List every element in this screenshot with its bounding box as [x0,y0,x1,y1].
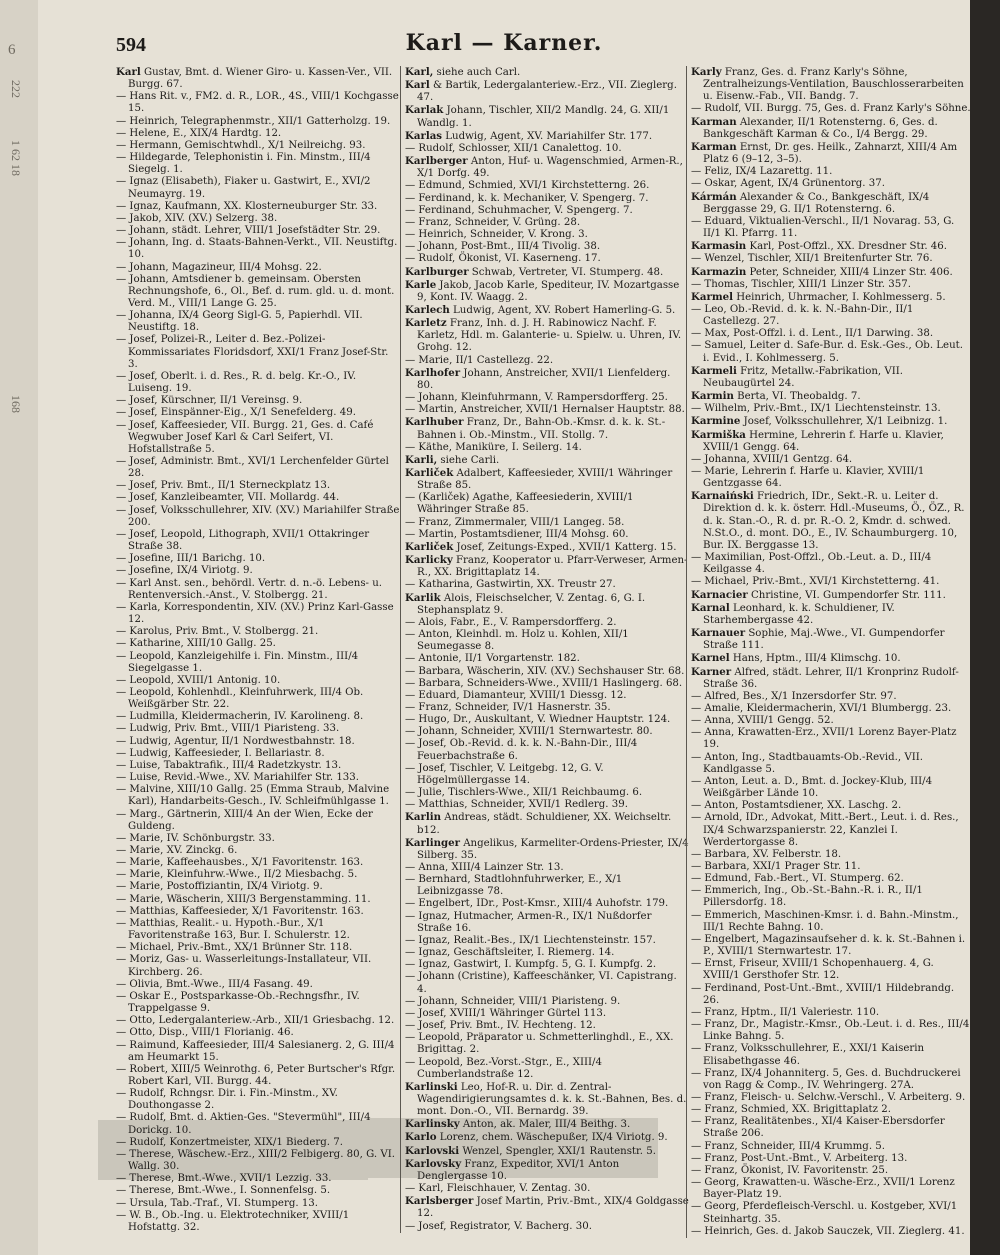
directory-entry: Karlech Ludwig, Agent, XV. Robert Hamerling-G. 5. [405,303,676,316]
directory-entry: — Franz, Hptm., II/1 Valeriestr. 110. [691,1006,880,1018]
directory-entry: — Malvine, XIII/10 Gallg. 25 (Emma Straub, Malvine Karl), Handarbeits-Gesch., IV. Schleifmühlgasse 1. [116,784,390,808]
directory-entry: — Josef, Kürschner, II/1 Vereinsg. 9. [116,395,303,407]
directory-entry: — Johann, Schneider, XVIII/1 Sternwartestr. 80. [405,726,653,738]
directory-entry: — Oskar E., Postsparkasse-Ob.-Rechngsfhr., IV. Trappelgasse 9. [116,990,360,1015]
directory-entry: Karl & Bartik, Ledergalanteriew.-Erz., VII. Zieglerg. 47. [405,79,677,104]
directory-entry: — Franz, Post-Unt.-Bmt., V. Arbeiterg. 13. [691,1152,908,1164]
directory-entry: Karlovski Wenzel, Spengler, XXI/1 Rautenstr. 5. [405,1144,656,1157]
directory-entry: — Ignaz, Hutmacher, Armen-R., IX/1 Nußdorfer Straße 16. [405,910,652,934]
directory-entry: — Josef, Einspänner-Eig., X/1 Senefelderg. 49. [116,407,356,419]
directory-entry: — Luise, Tabaktrafik., III/4 Radetzkystr. 13. [116,759,342,771]
directory-entry: — Josef, Oberlt. i. d. Res., R. d. belg. Kr.-O., IV. Luiseng. 19. [116,370,357,395]
directory-entry: Karmiška Hermine, Lehrerin f. Harfe u. Klavier, XVIII/1 Gengg. 64. [691,428,944,453]
directory-entry: Karlas Ludwig, Agent, XV. Mariahilfer Str. 177. [405,129,653,142]
directory-entry: — Franz, Schneider, III/4 Krummg. 5. [691,1140,886,1152]
directory-entry: — Hildegarde, Telephonistin i. Fin. Minstm., III/4 Siegelg. 1. [116,152,371,176]
directory-entry: Karly Franz, Ges. d. Franz Karly's Söhne, Zentralheizungs-Ventilation, Bauschlosserarbeiten u. Eisenw.-Fab., VII. Bandg. 7. [691,66,964,103]
directory-entry: Karner Alfred, städt. Lehrer, II/1 Kronprinz Rudolf-Straße 36. [691,665,959,690]
directory-entry: — Alois, Fabr., E., V. Rampersdorfferg. 2. [405,616,617,628]
directory-entry: — Franz, Fleisch- u. Selchw.-Verschl., V. Arbeiterg. 9. [691,1091,966,1103]
directory-entry: — Anna, XIII/4 Lainzer Str. 13. [405,862,564,873]
directory-entry: — Franz, Zimmermaler, VIII/1 Langeg. 58. [405,516,625,528]
directory-entry: — Helene, E., XIX/4 Hardtg. 12. [116,127,282,139]
directory-entry: — Raimund, Kaffeesieder, III/4 Salesianerg. 2, G. III/4 am Heumarkt 15. [116,1039,395,1063]
directory-entry: — Rudolf, Schlosser, XII/1 Canalettog. 10. [405,142,622,154]
scan-edge [0,0,39,1255]
directory-entry: — Therese, Bmt.-Wwe., I. Sonnenfelsg. 5. [116,1185,331,1197]
directory-entry: — Ludmilla, Kleidermacherin, IV. Karolineng. 8. [116,711,364,723]
directory-entry: — Otto, Ledergalanteriew.-Arb., XII/1 Griesbachg. 12. [116,1015,395,1027]
directory-entry: — Franz, Realitätenbes., XI/4 Kaiser-Ebersdorfer Straße 206. [691,1116,945,1140]
directory-entry: — Barbara, Schneiders-Wwe., XVIII/1 Haslingerg. 68. [405,677,683,689]
directory-entry: — Ignaz, Gastwirt, I. Kumpfg. 5, G. I. Kumpfg. 2. [405,959,657,971]
directory-entry: — Barbara, Wäscherin, XIV. (XV.) Sechshauser Str. 68. [405,665,685,677]
directory-entry: — Ludwig, Agentur, II/1 Nordwestbahnstr. 18. [116,735,355,747]
directory-entry: — Josef, Leopold, Lithograph, XVII/1 Ottakringer Straße 38. [116,528,370,553]
directory-entry: — Johanna, XVIII/1 Gentzg. 64. [691,453,853,465]
directory-entry: — Josef, Ob.-Revid. d. k. k. N.-Bahn-Dir., III/4 Feuerbachstraße 6. [405,738,638,762]
directory-entry: — Moriz, Gas- u. Wasserleitungs-Installateur, VII. Kirchberg. 26. [116,954,372,978]
directory-entry: — Josef, Administr. Bmt., XVI/1 Lerchenfelder Gürtel 28. [116,456,389,480]
directory-entry: — Leo, Ob.-Revid. d. k. k. N.-Bahn-Dir., II/1 Castellezg. 27. [691,303,914,328]
directory-entry: — Johann, Post-Bmt., III/4 Tivolig. 38. [405,241,601,253]
directory-entry: — Josefine, III/1 Barichg. 10. [116,553,266,565]
directory-entry: — Matthias, Kaffeesieder, X/1 Favoritenstr. 163. [116,905,364,917]
directory-entry: — Josef, XVIII/1 Währinger Gürtel 113. [405,1007,607,1019]
directory-entry: Karl, siehe auch Carl. [405,66,521,78]
directory-entry: — Karla, Korrespondentin, XIV. (XV.) Prinz Karl-Gasse 12. [116,601,394,626]
directory-entry: — Franz, Schneider, V. Grüng. 28. [405,216,581,228]
directory-entry: — Johann, städt. Lehrer, VIII/1 Josefstädter Str. 29. [116,225,381,237]
directory-entry: — Therese, Bmt.-Wwe., XVII/1 Lezzig. 33. [116,1173,332,1185]
edge-mark: 1 62 18 [9,140,23,176]
directory-entry: Karmin Berta, VI. Theobaldg. 7. [691,390,861,403]
directory-entry: Karlik Alois, Fleischselcher, V. Zentag. 6, G. I. Stephansplatz 9. [405,591,646,616]
directory-entry: Karnel Hans, Hptm., III/4 Klimschg. 10. [691,652,901,665]
directory-entry: — Ludwig, Kaffeesieder, I. Bellariastr. 8. [116,747,325,759]
directory-entry: — Franz, Volksschullehrer, E., XXI/1 Kaiserin Elisabethgasse 46. [691,1043,925,1067]
directory-entry: — Josefine, IX/4 Viriotg. 9. [116,565,253,577]
directory-entry: Karlovsky Franz, Expeditor, XVI/1 Anton Denglergasse 10. [405,1157,620,1182]
column-1 [116,66,401,1234]
directory-entry: — Johann (Cristine), Kaffeeschänker, VI. Capistrang. 4. [405,971,677,995]
column-2 [400,66,689,1233]
directory-entry: — Anna, XVIII/1 Gengg. 52. [691,715,834,727]
directory-entry: Karlburger Schwab, Vertreter, VI. Stumperg. 48. [405,265,664,278]
directory-entry: — Anton, Kleinhdl. m. Holz u. Kohlen, XII/1 Seumegasse 8. [405,629,629,653]
directory-entry: — Franz, Dr., Magistr.-Kmsr., Ob.-Leut. i. d. Res., III/4 Linke Bahng. 5. [691,1019,970,1043]
directory-entry: Karnacier Christine, VI. Gumpendorfer Str. 111. [691,588,946,601]
directory-entry: — Marie, IV. Schönburgstr. 33. [116,832,275,844]
directory-entry: — Leopold, Bez.-Vorst.-Stgr., E., XIII/4 Cumberlandstraße 12. [405,1056,602,1080]
page-header [38,30,970,62]
directory-entry: — Johann, Ing. d. Staats-Bahnen-Verkt., VII. Neustiftg. 10. [116,237,398,261]
directory-entry: — Franz, Schmied, XX. Brigittaplatz 2. [691,1104,891,1116]
directory-entry: — Rudolf, Rchngsr. Dir. i. Fin.-Minstm., XV. Douthongasse 2. [116,1088,338,1112]
directory-entry: — Matthias, Realit.- u. Hypoth.-Bur., X/1 Favoritenstraße 163, Bur. I. Schulerstr. 12. [116,917,350,942]
directory-entry: — Feliz, IX/4 Lazarettg. 11. [691,166,833,178]
edge-mark: 168 [9,395,23,413]
directory-entry: — Rudolf, Ökonist, VI. Kaserneng. 17. [405,253,601,265]
directory-entry: — Ignaz, Realit.-Bes., IX/1 Liechtensteinstr. 157. [405,934,656,946]
directory-entry: — Thomas, Tischler, XIII/1 Linzer Str. 357. [691,278,911,290]
directory-entry: — Anna, Krawatten-Erz., XVII/1 Lorenz Bayer-Platz 19. [691,727,957,751]
directory-entry: Karletz Franz, Inh. d. J. H. Rabinowicz Nachf. F. Karletz, Hdl. m. Galanterie- u. Spielw. u. Uhren, IV. Grohg. 12. [405,317,682,354]
directory-entry: — W. B., Ob.-Ing. u. Elektrotechniker, XVIII/1 Hofstattg. 32. [116,1209,350,1233]
directory-entry: — Ludwig, Priv. Bmt., VIII/1 Piaristeng. 33. [116,723,340,735]
edge-mark: 6 [8,42,16,58]
directory-entry: — Edmund, Fab.-Bert., VI. Stumperg. 62. [691,873,904,885]
directory-entry: — Rudolf, VII. Burgg. 75, Ges. d. Franz Karly's Söhne. [691,103,971,115]
directory-entry: — Ursula, Tab.-Traf., VI. Stumperg. 13. [116,1197,319,1209]
directory-entry: — Marie, II/1 Castellezg. 22. [405,354,554,366]
directory-entry: Karli, siehe Carli. [405,453,500,466]
directory-entry: Karlhuber Franz, Dr., Bahn-Ob.-Kmsr. d. k. k. St.-Bahnen i. Ob.-Minstm., VII. Stollg. 7. [405,416,666,441]
directory-entry: — Leopold, XVIII/1 Antonig. 10. [116,674,281,686]
directory-entry: — Marie, Postoffiziantin, IX/4 Viriotg. 9. [116,881,323,893]
directory-entry: Karnauer Sophie, Maj.-Wwe., VI. Gumpendorfer Straße 111. [691,627,945,652]
directory-entry: Karmel Heinrich, Uhrmacher, I. Kohlmesserg. 5. [691,290,946,303]
edge-mark: 222 [9,80,23,98]
directory-entry: — Wilhelm, Priv.-Bmt., IX/1 Liechtensteinstr. 13. [691,403,941,415]
directory-entry: — Marie, Wäscherin, XIII/3 Bergenstamming. 11. [116,893,371,905]
directory-entry: Karmeli Fritz, Metallw.-Fabrikation, VII. Neubaugürtel 24. [691,364,904,389]
directory-entry: — Johann, Kleinfuhrmann, V. Rampersdorfferg. 25. [405,392,668,404]
directory-entry: — Marie, Kleinfuhrw.-Wwe., II/2 Miesbachg. 5. [116,869,358,881]
directory-entry: — Franz, Ökonist, IV. Favoritenstr. 25. [691,1164,889,1176]
directory-entry: Karlak Johann, Tischler, XII/2 Mandlg. 24, G. XII/1 Wandlg. 1. [405,104,670,129]
directory-entry: — Franz, IX/4 Johanniterg. 5, Ges. d. Buchdruckerei von Ragg & Comp., IV. Wehringerg. 27A. [691,1067,961,1091]
directory-entry: — Leopold, Präparator u. Schmetterlinghdl., E., XX. Brigittag. 2. [405,1032,674,1056]
directory-entry: — (Karliček) Agathe, Kaffeesiederin, XVIII/1 Währinger Straße 85. [405,492,634,516]
directory-entry: Karl Gustav, Bmt. d. Wiener Giro- u. Kassen-Ver., VII. Burgg. 67. [116,66,393,91]
directory-entry: — Johann, Schneider, VIII/1 Piaristeng. 9. [405,995,621,1007]
directory-entry: — Ignaz (Elisabeth), Fiaker u. Gastwirt, E., XVI/2 Neumayrg. 19. [116,176,371,200]
directory-entry: — Emmerich, Maschinen-Kmsr. i. d. Bahn.-Minstm., III/1 Rechte Bahng. 10. [691,909,959,933]
directory-entry: — Olivia, Bmt.-Wwe., III/4 Fasang. 49. [116,978,313,990]
directory-entry: Karman Ernst, Dr. ges. Heilk., Zahnarzt, XIII/4 Am Platz 6 (9–12, 3–5). [691,140,958,166]
page-title: Karl — Karner. [405,30,603,56]
directory-entry: — Karl Anst. sen., behördl. Vertr. d. n.-ö. Lebens- u. Rentenversich.-Anst., V. Stolbergg. 21. [116,577,383,601]
directory-entry: — Rudolf, Konzertmeister, XIX/1 Biederg. 7. [116,1136,343,1148]
directory-entry: — Luise, Revid.-Wwe., XV. Mariahilfer Str. 133. [116,772,360,784]
directory-entry: — Josef, Tischler, V. Leitgebg. 12, G. V. Högelmüllergasse 14. [405,762,604,786]
directory-entry: — Johanna, IX/4 Georg Sigl-G. 5, Papierhdl. VII. Neustiftg. 18. [116,310,363,334]
directory-entry: — Marie, Lehrerin f. Harfe u. Klavier, XVIII/1 Gentzgasse 64. [691,466,925,490]
directory-entry: — Katharina, Gastwirtin, XX. Treustr 27. [405,579,616,591]
directory-entry: — Käthe, Maniküre, I. Seilerg. 14. [405,441,582,453]
directory-page [38,0,970,1255]
directory-entry: — Marg., Gärtnerin, XIII/4 An der Wien, Ecke der Guldeng. [116,808,373,832]
directory-entry: — Arnold, IDr., Advokat, Mitt.-Bert., Leut. i. d. Res., IX/4 Schwarzspanierstr. 22, Kanzlei I. Werdertorgasse 8. [691,812,959,848]
directory-entry: Karlsberger Josef Martin, Priv.-Bmt., XIX/4 Goldgasse 12. [405,1195,689,1220]
directory-entry: — Maximilian, Post-Offzl., Ob.-Leut. a. D., III/4 Keilgasse 4. [691,552,932,576]
directory-entry: — Hans Rit. v., FM2. d. R., LOR., 4S., VIII/1 Kochgasse 15. [116,91,399,115]
directory-entry: — Josef, Volksschullehrer, XIV. (XV.) Mariahilfer Straße 200. [116,504,400,528]
directory-entry: — Josef, Registrator, V. Bacherg. 30. [405,1220,592,1232]
directory-entry: — Katharine, XIII/10 Gallg. 25. [116,638,276,650]
directory-entry: Karmine Josef, Volksschullehrer, X/1 Leibnizg. 1. [691,415,948,428]
directory-entry: Karmazin Peter, Schneider, XIII/4 Linzer Str. 406. [691,265,953,278]
directory-entry: — Martin, Postamtsdiener, III/4 Mohsg. 60. [405,528,629,540]
directory-entry: — Anton, Postamtsdiener, XX. Laschg. 2. [691,800,902,812]
directory-entry: — Ignaz, Kaufmann, XX. Klosterneuburger Str. 33. [116,200,378,212]
directory-entry: — Josef, Kanzleibeamter, VII. Mollardg. 44. [116,492,340,504]
directory-entry: — Samuel, Leiter d. Safe-Bur. d. Esk.-Ges., Ob. Leut. i. Evid., I. Kohlmesserg. 5. [691,340,963,364]
directory-entry: — Otto, Disp., VIII/1 Florianig. 46. [116,1027,294,1039]
directory-entry: — Leopold, Kanzleigehilfe i. Fin. Minstm., III/4 Siegelgasse 1. [116,650,359,674]
directory-entry: Karlin Andreas, städt. Schuldiener, XX. Weichseltr. b12. [405,811,672,836]
directory-entry: — Ernst, Friseur, XVIII/1 Schopenhauerg. 4, G. XVIII/1 Gersthofer Str. 12. [691,958,934,982]
directory-entry: — Julie, Tischlers-Wwe., XII/1 Reichbaumg. 6. [405,787,643,799]
directory-entry: — Hermann, Gemischtwhdl., X/1 Neilreichg. 93. [116,139,366,151]
directory-entry: — Barbara, XXI/1 Prager Str. 11. [691,861,861,872]
directory-entry: — Alfred, Bes., X/1 Inzersdorfer Str. 97. [691,690,897,702]
directory-entry: — Georg, Pferdefleisch-Verschl. u. Kostgeber, XVI/1 Steinhartg. 35. [691,1201,958,1225]
directory-entry: — Engelbert, IDr., Post-Kmsr., XIII/4 Auhofstr. 179. [405,898,669,910]
directory-entry: — Karl, Fleischhauer, V. Zentag. 30. [405,1183,591,1195]
directory-entry: — Therese, Wäschew.-Erz., XIII/2 Felbigerg. 80, G. VI. Wallg. 30. [116,1148,395,1173]
directory-entry: — Amalie, Kleidermacherin, XVI/1 Blumbergg. 23. [691,702,952,714]
directory-entry: — Wenzel, Tischler, XII/1 Breitenfurter Str. 76. [691,253,933,265]
directory-entry: — Johann, Amtsdiener b. gemeinsam. Obersten Rechnungshofe, 6., Ol., Bef. d. rum. gld. u. d. mont. Verd. M., VIII/1 Lange G. 25. [116,273,395,309]
directory-entry: — Bernhard, Stadtlohnfuhrwerker, E., X/1 Leibnizgasse 78. [405,874,623,898]
directory-entry: — Heinrich, Ges. d. Jakob Sauczek, VII. Zieglerg. 41. [691,1225,965,1237]
directory-entry: — Robert, XIII/5 Weinrothg. 6, Peter Burtscher's Rfgr. Robert Karl, VII. Burgg. 44. [116,1063,396,1087]
directory-entry: — Michael, Priv.-Bmt., XX/1 Brünner Str. 118. [116,942,353,954]
directory-entry: — Emmerich, Ing., Ob.-St.-Bahn.-R. i. R., II/1 Pillersdorfg. 18. [691,885,923,909]
directory-entry: — Ferdinand, k. k. Mechaniker, V. Spengerg. 7. [405,192,649,204]
directory-entry: — Marie, Kaffeehausbes., X/1 Favoritenstr. 163. [116,857,364,869]
directory-entry: Karlo Lorenz, chem. Wäschepußer, IX/4 Viriotg. 9. [405,1131,668,1144]
directory-entry: — Josef, Priv. Bmt., IV. Hechteng. 12. [405,1020,596,1032]
directory-entry: Karnal Leonhard, k. k. Schuldiener, IV. Starhembergasse 42. [691,601,895,626]
directory-entry: Karmasin Karl, Post-Offzl., XX. Dresdner Str. 46. [691,240,948,253]
directory-entry: — Josef, Kaffeesieder, VII. Burgg. 21, Ges. d. Café Wegwuber Josef Karl & Carl Seifert, VI. Hofstallstraße 5. [116,419,374,455]
directory-entry: — Anton, Ing., Stadtbauamts-Ob.-Revid., VII. Kandlgasse 5. [691,751,923,775]
directory-entry: Karman Alexander, II/1 Rotensterng. 6, Ges. d. Bankgeschäft Karman & Co., I/4 Bergg. 29. [691,115,938,140]
directory-entry: — Michael, Priv.-Bmt., XVI/1 Kirchstetterng. 41. [691,576,940,588]
directory-entry: — Franz, Schneider, IV/1 Hasnerstr. 35. [405,701,611,713]
directory-entry: — Ferdinand, Schuhmacher, V. Spengerg. 7. [405,204,633,216]
directory-entry: Karlhofer Johann, Anstreicher, XVII/1 Lienfelderg. 80. [405,366,671,391]
directory-entry: — Rudolf, Bmt. d. Aktien-Ges. "Stevermühl", III/4 Dorickg. 10. [116,1112,371,1136]
directory-entry: — Heinrich, Schneider, V. Krong. 3. [405,229,588,241]
directory-entry: — Eduard, Diamanteur, XVIII/1 Diessg. 12. [405,689,627,701]
directory-entry: — Edmund, Schmied, XVI/1 Kirchstetterng. 26. [405,180,650,192]
directory-entry: — Johann, Magazineur, III/4 Mohsg. 22. [116,261,322,273]
directory-entry: Karnaiński Friedrich, IDr., Sekt.-R. u. Leiter d. Direktion d. k. k. österr. Hdl.-Museums, Ö., ÖZ., R. d. k. Stan.-O., R. d. pr. R.-O. 2, Kmdr. d. schwed. N.St.O., d. mont. DO., E., IV. Schaumburgerg. 10, Bur. IX. Berggasse 13. [691,490,965,551]
directory-entry: — Jakob, XIV. (XV.) Selzerg. 38. [116,212,278,224]
directory-entry: — Georg, Krawatten-u. Wäsche-Erz., XVII/1 Lorenz Bayer-Platz 19. [691,1177,955,1201]
directory-entry: Karlberger Anton, Huf- u. Wagenschmied, Armen-R., X/1 Dorfg. 49. [405,155,683,180]
directory-entry: — Josef, Priv. Bmt., II/1 Sterneckplatz 13. [116,480,331,492]
directory-entry: Karlinger Angelikus, Karmeliter-Ordens-Priester, IX/4 Silberg. 35. [405,836,689,861]
directory-entry: — Barbara, XV. Felberstr. 18. [691,848,842,860]
directory-entry: — Engelbert, Magazinsaufseher d. k. k. St.-Bahnen i. P., XVIII/1 Sternwartestr. 17. [691,933,966,958]
directory-entry: — Matthias, Schneider, XVII/1 Redlerg. 39. [405,799,628,811]
directory-entry: — Josef, Polizei-R., Leiter d. Bez.-Polizei-Kommissariates Floridsdorf, XXI/1 Franz Josef-Str. 3. [116,334,389,370]
directory-entry: — Martin, Anstreicher, XVII/1 Hernalser Hauptstr. 88. [405,404,685,416]
directory-entry: — Ferdinand, Post-Unt.-Bmt., XVIII/1 Hildebrandg. 26. [691,982,955,1006]
page-number: 594 [116,34,146,56]
directory-entry: — Oskar, Agent, IX/4 Grünentorg. 37. [691,178,885,190]
directory-entry: Karlicky Franz, Kooperator u. Pfarr-Verweser, Armen-R., XX. Brigittaplatz 14. [405,554,688,579]
directory-entry: Karliček Josef, Zeitungs-Exped., XVII/1 Katterg. 15. [405,540,677,553]
directory-entry: Karle Jakob, Jacob Karle, Spediteur, IV. Mozartgasse 9, Kont. IV. Waagg. 2. [405,278,680,303]
directory-entry: — Anton, Leut. a. D., Bmt. d. Jockey-Klub, III/4 Weißgärber Lände 10. [691,775,933,800]
directory-entry: Karlinsky Anton, ak. Maler, III/4 Beithg. 3. [405,1118,631,1131]
directory-entry: — Eduard, Viktualien-Verschl., II/1 Novarag. 53, G. II/1 Kl. Pfarrg. 11. [691,215,955,240]
directory-entry: — Antonie, II/1 Vorgartenstr. 182. [405,653,580,665]
directory-entry: — Max, Post-Offzl. i. d. Lent., II/1 Darwing. 38. [691,328,934,340]
directory-entry: — Marie, XV. Zinckg. 6. [116,845,238,856]
directory-entry: Karlinski Leo, Hof-R. u. Dir. d. Zentral-Wagendirigierungsamtes d. k. k. St.-Bahnen, Bes. d. mont. Don.-O., VII. Bernardg. 39. [405,1080,687,1118]
directory-entry: Karliček Adalbert, Kaffeesieder, XVIII/1 Währinger Straße 85. [405,467,673,492]
directory-entry: — Karolus, Priv. Bmt., V. Stolbergg. 21. [116,626,319,638]
directory-entry: — Leopold, Kohlenhdl., Kleinfuhrwerk, III/4 Ob. Weißgärber Str. 22. [116,686,364,711]
column-3 [686,66,971,1238]
directory-entry: — Hugo, Dr., Auskultant, V. Wiedner Hauptstr. 124. [405,714,671,726]
directory-entry: — Heinrich, Telegraphenmstr., XII/1 Gatterholzg. 19. [116,115,391,127]
directory-entry: Kármán Alexander & Co., Bankgeschäft, IX/4 Berggasse 29, G. II/1 Rotensterng. 6. [691,190,930,215]
directory-entry: — Ignaz, Geschäftsleiter, I. Riemerg. 14. [405,947,615,959]
